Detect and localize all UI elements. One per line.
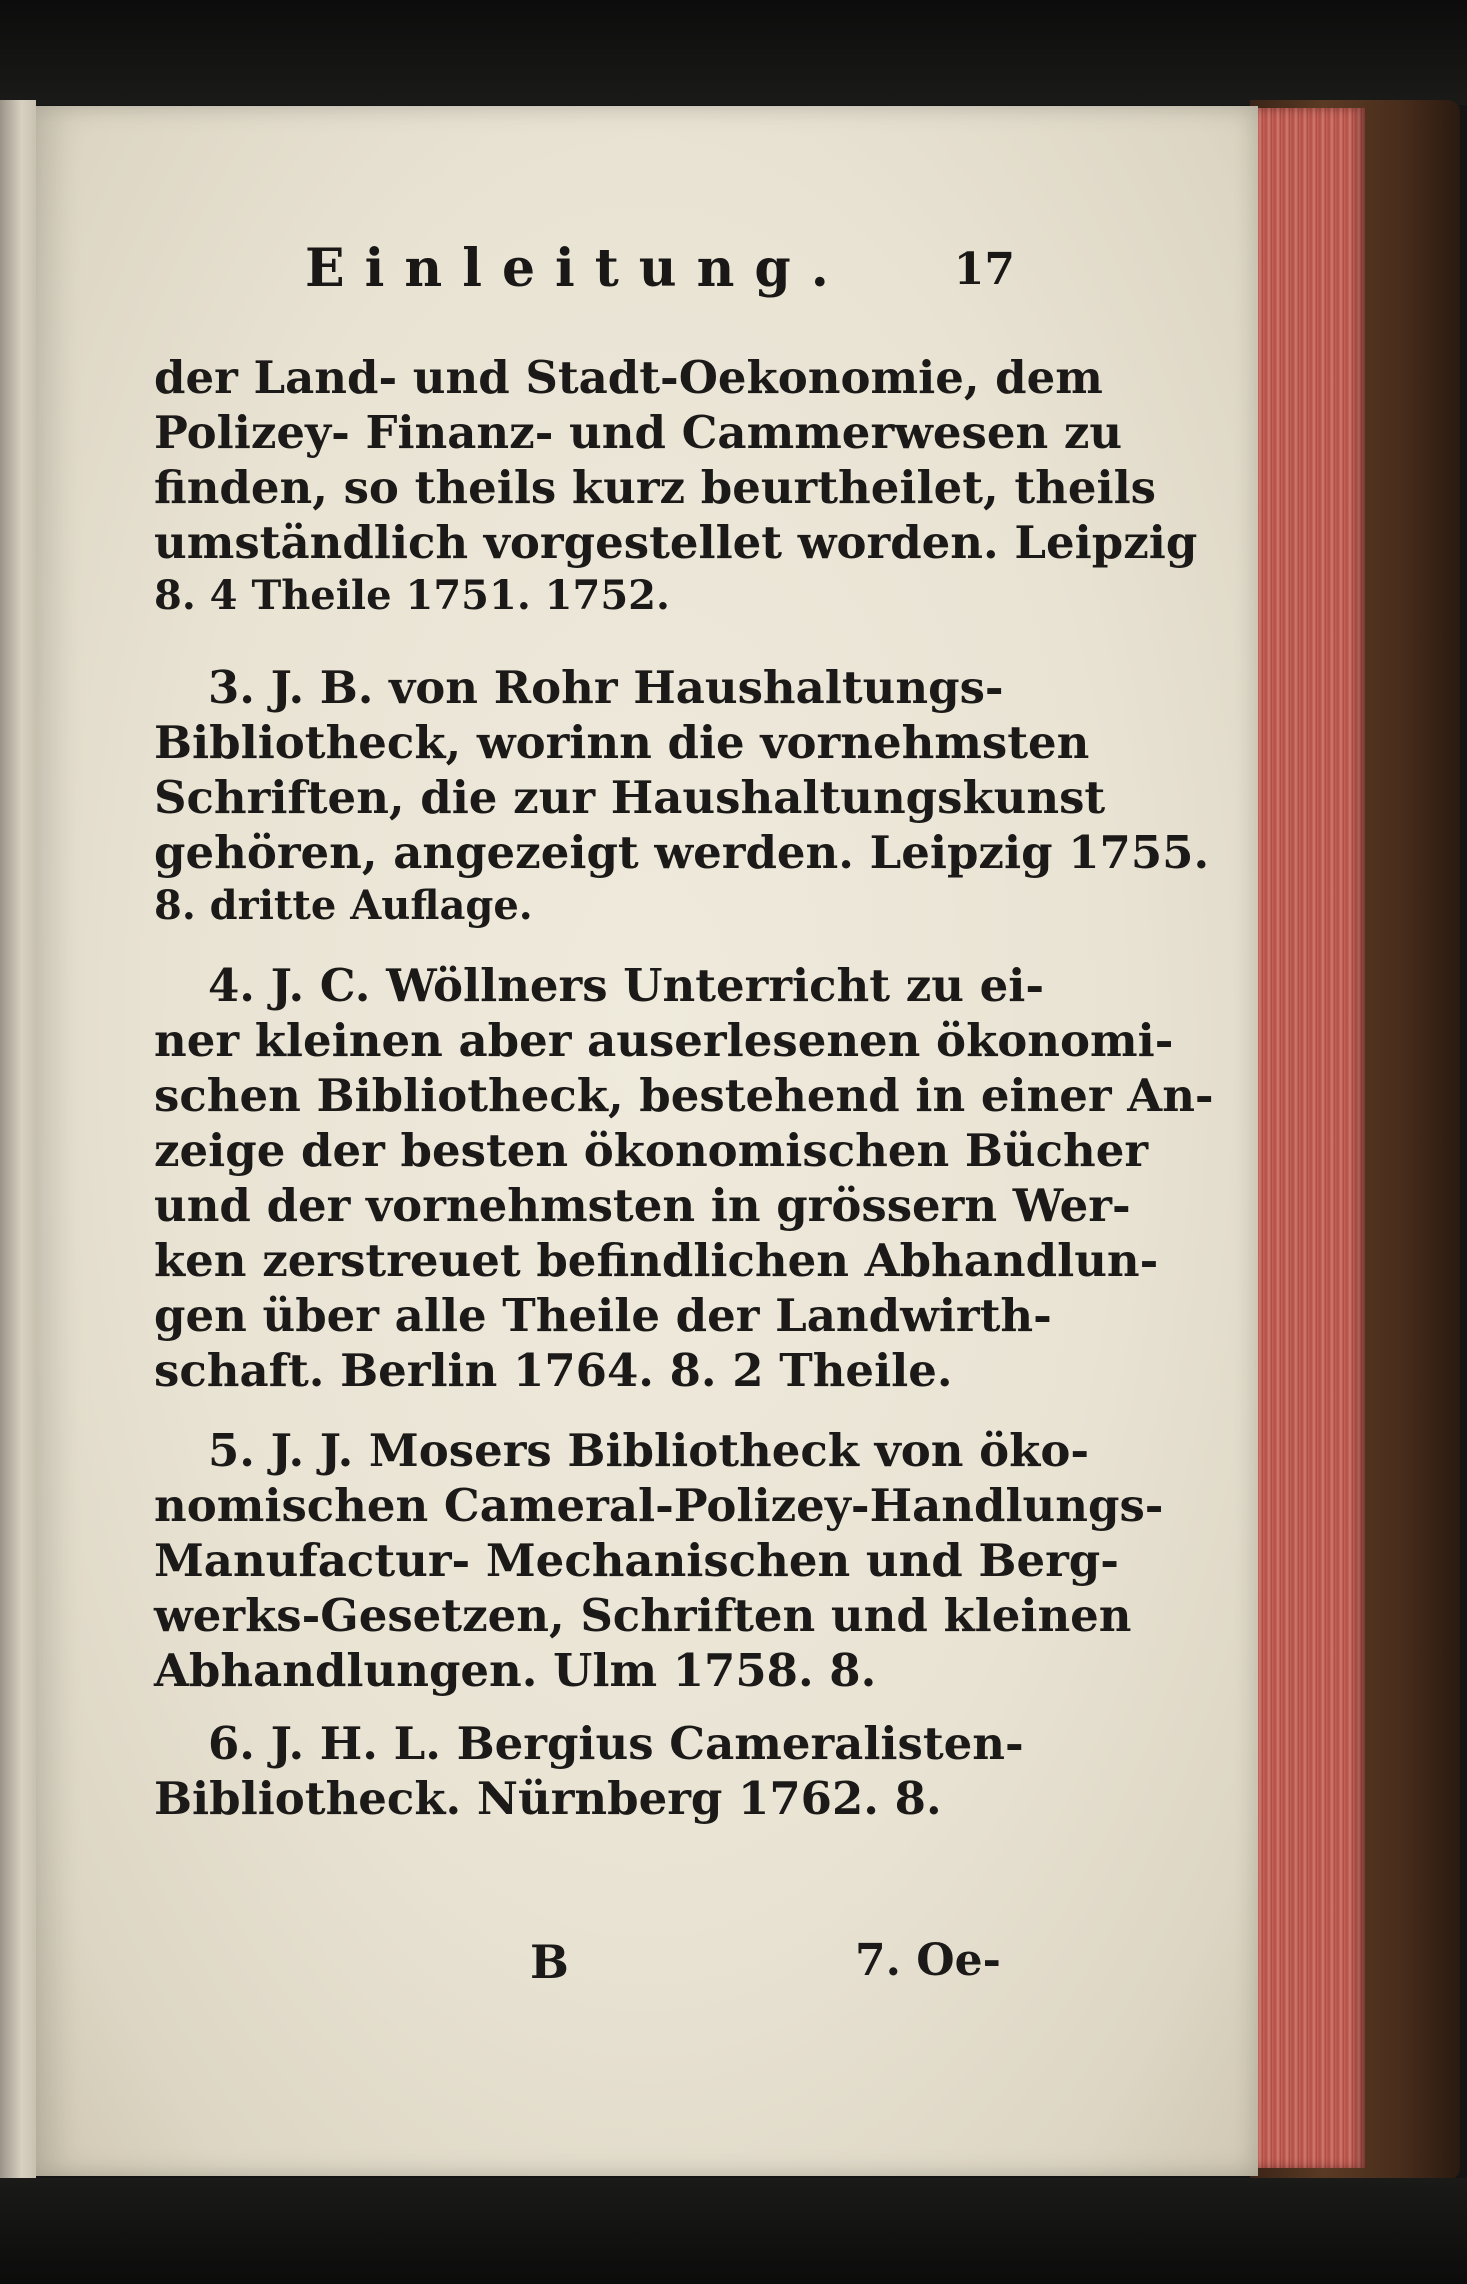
red-page-edges	[1245, 108, 1365, 2168]
text-line: schen Bibliotheck, bestehend in einer An-	[154, 1069, 1214, 1122]
text-line: finden, so theils kurz beurtheilet, theils	[154, 461, 1156, 514]
text-line: und der vornehmsten in grössern Wer-	[154, 1179, 1131, 1232]
text-line: 5. J. J. Mosers Bibliotheck von öko-	[208, 1424, 1090, 1477]
text-line: Schriften, die zur Haushaltungskunst	[154, 771, 1106, 824]
text-line: nomischen Cameral-Polizey-Handlungs-	[154, 1479, 1164, 1532]
text-line: umständlich vorgestellet worden. Leipzig	[154, 516, 1198, 569]
facing-page-edge	[0, 100, 36, 2180]
text-line: 8. dritte Auflage.	[154, 882, 533, 929]
signature-mark: B	[530, 1935, 569, 1989]
text-line: ken zerstreuet befindlichen Abhandlun-	[154, 1234, 1159, 1287]
page-header	[275, 238, 1015, 308]
text-line: 6. J. H. L. Bergius Cameralisten-	[208, 1717, 1024, 1770]
text-line: Polizey- Finanz- und Cammerwesen zu	[154, 406, 1123, 459]
text-line: ner kleinen aber auserlesenen ökonomi-	[154, 1014, 1174, 1067]
text-line: Manufactur- Mechanischen und Berg-	[154, 1534, 1119, 1587]
text-line: 3. J. B. von Rohr Haushaltungs-	[208, 661, 1004, 714]
text-line: Bibliotheck, worinn die vornehmsten	[154, 716, 1090, 769]
text-line: 8. 4 Theile 1751. 1752.	[154, 572, 670, 619]
page-number: 17	[953, 244, 1015, 295]
catchword: 7. Oe-	[855, 1935, 1001, 1986]
text-line: Bibliotheck. Nürnberg 1762. 8.	[154, 1772, 942, 1825]
text-line: 4. J. C. Wöllners Unterricht zu ei-	[208, 959, 1045, 1012]
page-footer	[0, 1935, 1467, 1995]
text-line: gen über alle Theile der Landwirth-	[154, 1289, 1052, 1342]
text-line: schaft. Berlin 1764. 8. 2 Theile.	[154, 1344, 953, 1397]
running-title: Einleitung.	[305, 238, 849, 299]
text-line: werks-Gesetzen, Schriften und kleinen	[154, 1589, 1132, 1642]
text-line: der Land- und Stadt-Oekonomie, dem	[154, 351, 1103, 404]
background-top	[0, 0, 1467, 105]
text-line: Abhandlungen. Ulm 1758. 8.	[154, 1644, 877, 1697]
text-line: gehören, angezeigt werden. Leipzig 1755.	[154, 826, 1210, 879]
text-line: zeige der besten ökonomischen Bücher	[154, 1124, 1149, 1177]
background-bottom	[0, 2178, 1467, 2284]
